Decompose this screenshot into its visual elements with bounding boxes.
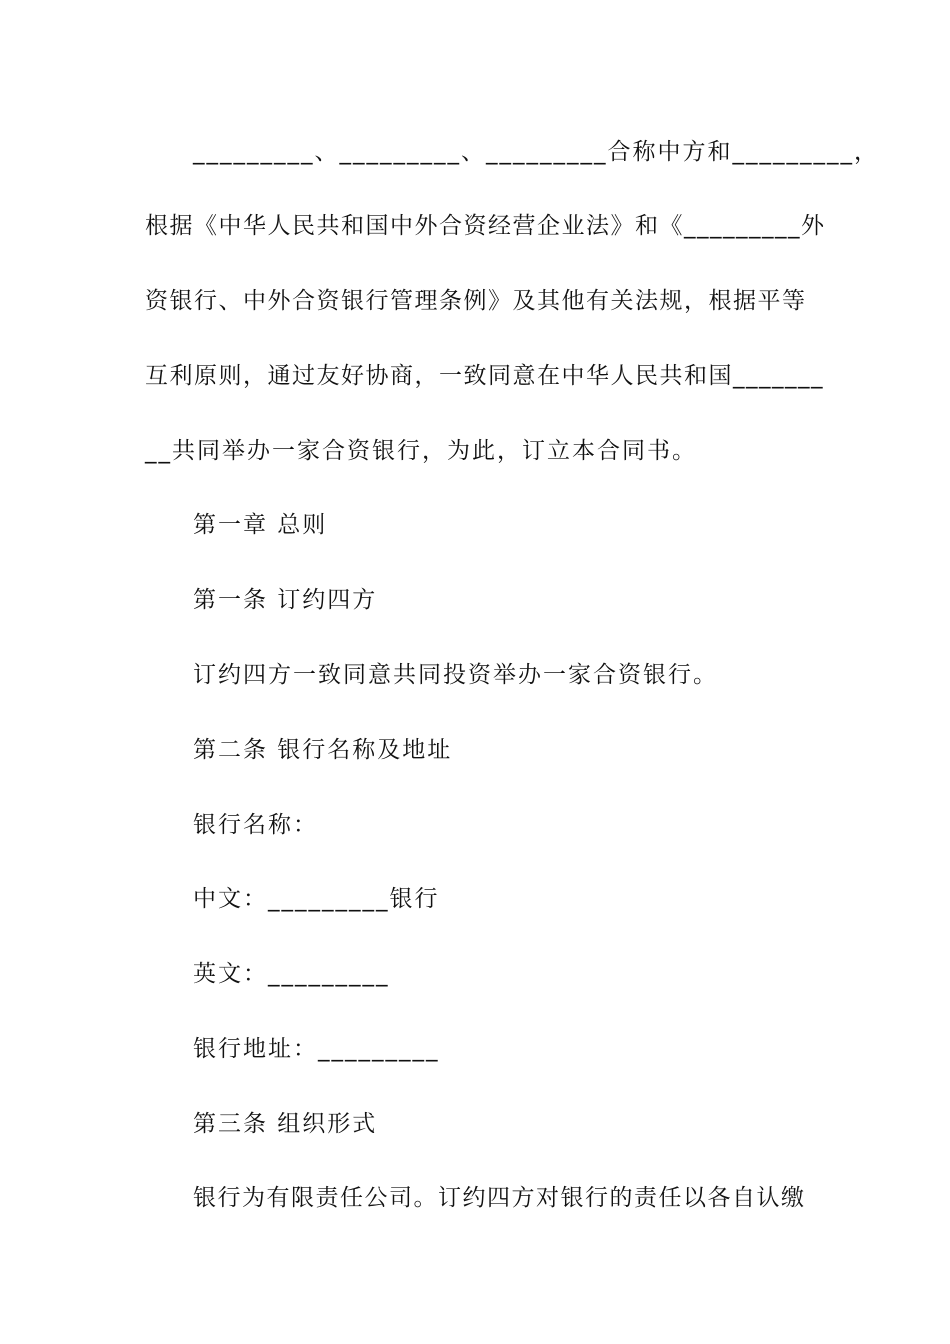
paragraph-line-4: 互利原则，通过友好协商，一致同意在中华人民共和国_______ — [145, 363, 824, 389]
bank-name-label: 银行名称： — [193, 812, 318, 838]
article-1-heading: 第一条 订约四方 — [193, 587, 378, 613]
chinese-name-line: 中文：_________银行 — [193, 886, 440, 912]
paragraph-line-1: _________、_________、_________合称中方和_________， — [193, 139, 879, 165]
english-name-line: 英文：_________ — [193, 961, 390, 987]
paragraph-line-3: 资银行、中外合资银行管理条例》及其他有关法规，根据平等 — [145, 288, 807, 314]
article-2-heading: 第二条 银行名称及地址 — [193, 737, 453, 763]
bank-address-line: 银行地址：_________ — [193, 1036, 440, 1062]
paragraph-line-5: __共同举办一家合资银行，为此，订立本合同书。 — [145, 438, 697, 464]
article-1-text: 订约四方一致同意共同投资举办一家合资银行。 — [193, 662, 718, 688]
article-3-heading: 第三条 组织形式 — [193, 1111, 378, 1137]
article-3-text: 银行为有限责任公司。订约四方对银行的责任以各自认缴 — [193, 1185, 806, 1211]
chapter-heading: 第一章 总则 — [193, 512, 328, 538]
paragraph-line-2: 根据《中华人民共和国中外合资经营企业法》和《_________外 — [145, 213, 826, 239]
